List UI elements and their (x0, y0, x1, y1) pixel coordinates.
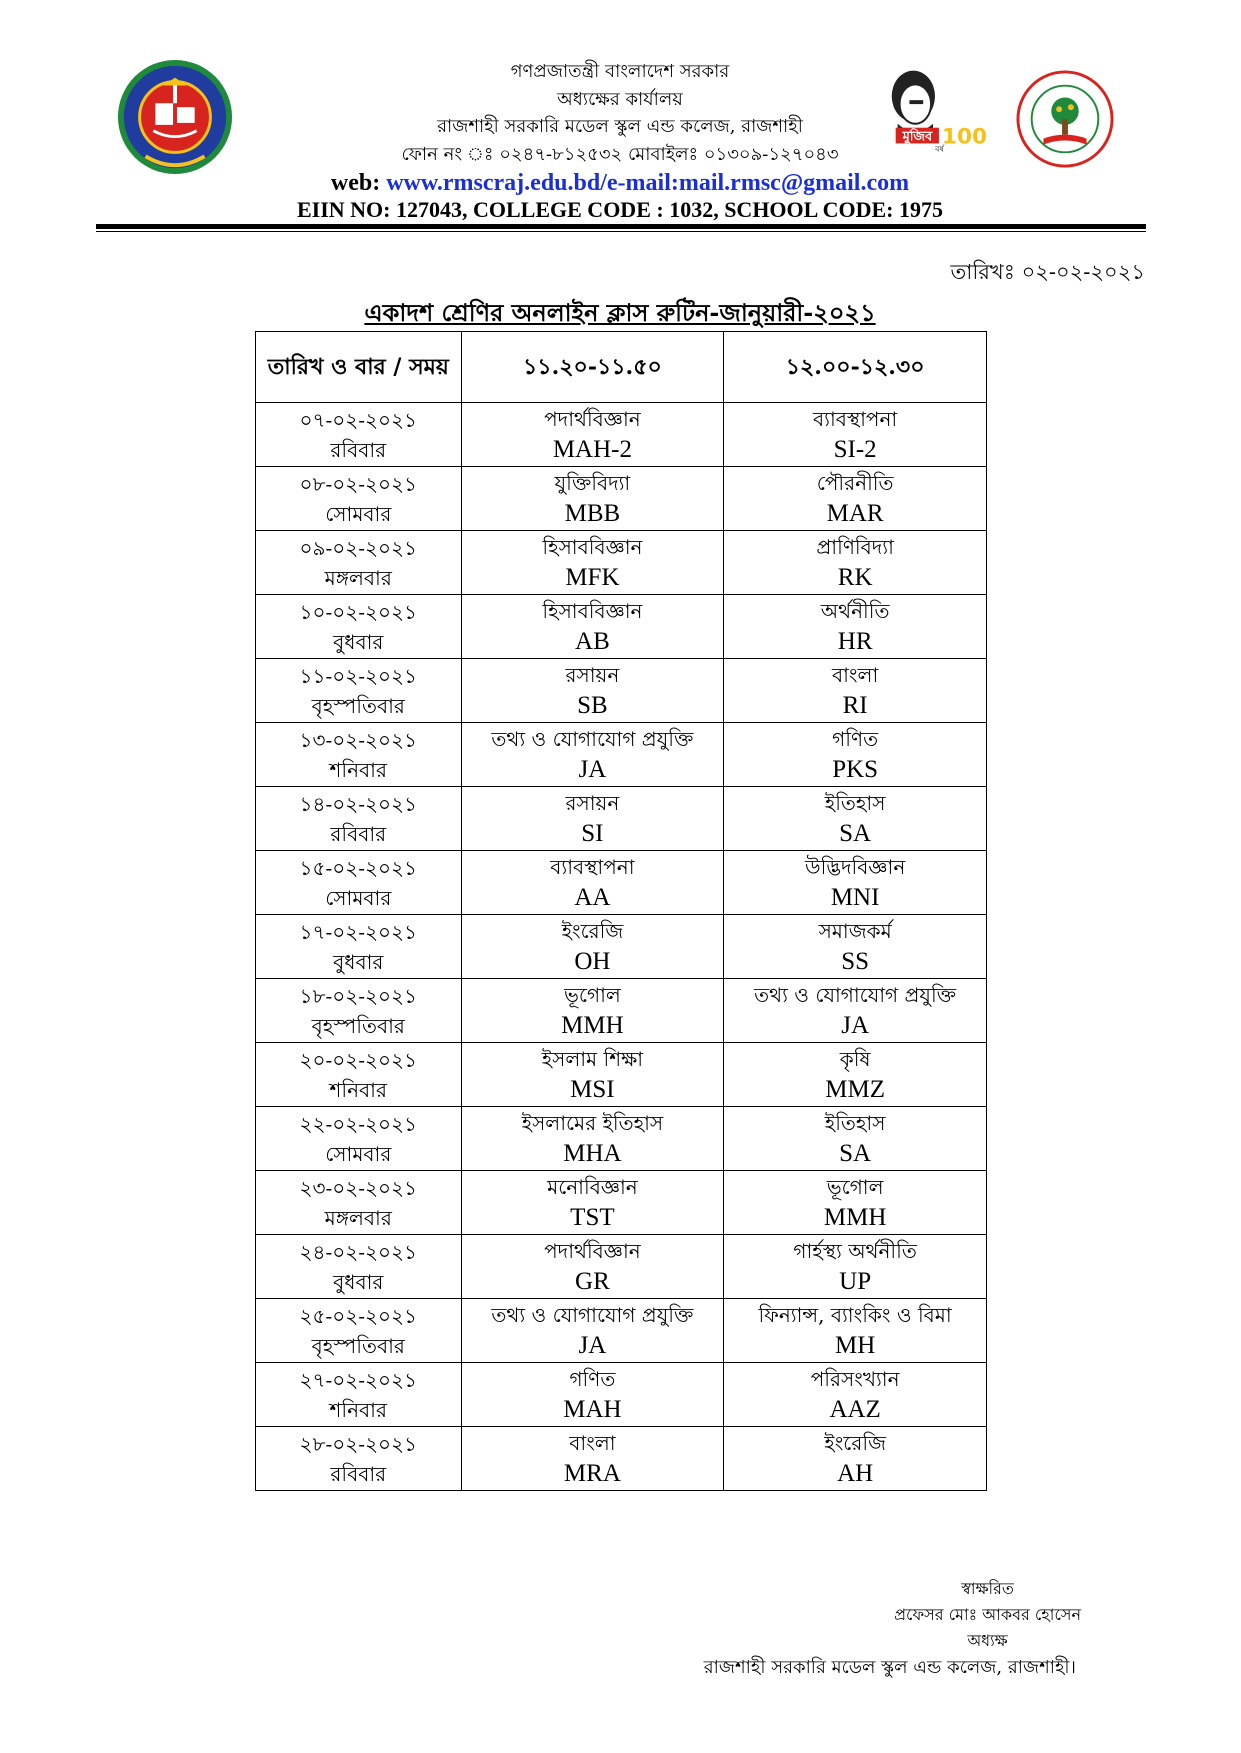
slot-1-subject: রসায়ন (565, 791, 620, 815)
slot-1-teacher: MRA (563, 1460, 621, 1487)
slot-2-cell (724, 787, 987, 851)
table-row (256, 979, 987, 1043)
row-date: ২৫-০২-২০২১ (299, 1304, 418, 1328)
row-date: ২২-০২-২০২১ (299, 1112, 418, 1136)
row-date: ০৯-০২-২০২১ (299, 536, 418, 560)
web-line (250, 168, 990, 198)
row-day: শনিবার (329, 1398, 387, 1422)
slot-2-subject: ভূগোল (826, 1175, 884, 1199)
slot-1-teacher: MFK (565, 564, 620, 591)
slot-2-subject: কৃষি (839, 1047, 871, 1071)
slot-2-teacher: MH (834, 1332, 876, 1359)
row-date: ১৩-০২-২০২১ (299, 728, 418, 752)
row-date: ২০-০২-২০২১ (299, 1048, 418, 1072)
slot-1-cell (461, 531, 724, 595)
slot-2-teacher: SI-2 (833, 436, 877, 463)
slot-1-subject: ইংরেজি (561, 919, 624, 943)
row-day: সোমবার (325, 502, 392, 526)
header-slot-2: ১২.০০-১২.৩০ (724, 332, 987, 403)
row-date: ২৩-০২-২০২১ (299, 1176, 418, 1200)
header-date-time: তারিখ ও বার / সময় (256, 332, 462, 403)
slot-1-teacher: MBB (564, 500, 621, 527)
table-row (256, 915, 987, 979)
date-cell (256, 403, 462, 467)
slot-2-cell (724, 1299, 987, 1363)
slot-2-subject: সমাজকর্ম (818, 919, 892, 943)
row-day: শনিবার (329, 758, 387, 782)
row-day: বুধবার (333, 630, 384, 654)
date-cell (256, 979, 462, 1043)
row-day: মঙ্গলবার (324, 1206, 392, 1230)
web-prefix: web: (330, 170, 387, 196)
date-cell (256, 1043, 462, 1107)
table-header-row (256, 332, 987, 403)
slot-2-teacher: RK (837, 564, 873, 591)
slot-1-cell (461, 595, 724, 659)
date-cell (256, 1299, 462, 1363)
slot-2-teacher: MNI (830, 884, 880, 911)
table-row (256, 531, 987, 595)
signature-institution: রাজশাহী সরকারি মডেল স্কুল এন্ড কলেজ, রাজশাহী। (703, 1657, 1076, 1678)
slot-1-teacher: MAH (563, 1396, 622, 1423)
date-cell (256, 1171, 462, 1235)
header-divider (96, 224, 1146, 229)
table-row (256, 851, 987, 915)
slot-1-teacher: MSI (570, 1076, 615, 1103)
slot-2-subject: ইতিহাস (824, 791, 886, 815)
slot-1-subject: মনোবিজ্ঞান (547, 1175, 638, 1199)
row-date: ১৮-০২-২০২১ (299, 984, 418, 1008)
slot-2-cell (724, 1107, 987, 1171)
slot-2-subject: অর্থনীতি (820, 599, 890, 623)
slot-2-teacher: MMH (823, 1204, 887, 1231)
row-date: ১১-০২-২০২১ (299, 664, 418, 688)
row-day: বৃহস্পতিবার (311, 694, 405, 718)
document-date: তারিখঃ ০২-০২-২০২১ (950, 260, 1145, 284)
signature-block (894, 1576, 1081, 1654)
office-title: অধ্যক্ষের কার্যালয় (557, 89, 683, 110)
slot-1-subject: ব্যাবস্থাপনা (550, 855, 635, 879)
row-day: বৃহস্পতিবার (311, 1014, 405, 1038)
slot-2-teacher: RI (842, 692, 868, 719)
education-emblem-icon (1016, 70, 1114, 168)
date-cell (256, 851, 462, 915)
slot-1-teacher: JA (578, 756, 607, 783)
row-day: সোমবার (325, 1142, 392, 1166)
slot-2-cell (724, 979, 987, 1043)
slot-2-cell (724, 531, 987, 595)
row-date: ১৭-০২-২০২১ (299, 920, 418, 944)
slot-1-cell (461, 851, 724, 915)
routine-table (255, 331, 987, 1491)
slot-2-cell (724, 915, 987, 979)
table-row (256, 1235, 987, 1299)
slot-1-cell (461, 1107, 724, 1171)
header-divider-thin (96, 231, 1146, 232)
slot-1-cell (461, 467, 724, 531)
table-row (256, 1043, 987, 1107)
slot-2-cell (724, 723, 987, 787)
slot-1-subject: তথ্য ও যোগাযোগ প্রযুক্তি (491, 727, 694, 751)
row-date: ২৪-০২-২০২১ (299, 1240, 418, 1264)
row-date: ১০-০২-২০২১ (299, 600, 418, 624)
routine-body (256, 403, 987, 1491)
slot-2-subject: গণিত (832, 727, 879, 751)
slot-1-teacher: JA (578, 1332, 607, 1359)
slot-2-teacher: MMZ (825, 1076, 885, 1103)
logo-mujib-number: 100 (941, 124, 988, 150)
date-cell (256, 1427, 462, 1491)
table-row (256, 1427, 987, 1491)
slot-1-cell (461, 403, 724, 467)
slot-2-cell (724, 403, 987, 467)
date-cell (256, 1107, 462, 1171)
slot-1-subject: গণিত (569, 1367, 616, 1391)
slot-2-subject: গার্হস্থ্য অর্থনীতি (793, 1239, 917, 1263)
slot-2-teacher: SS (841, 948, 870, 975)
slot-2-subject: পৌরনীতি (816, 471, 894, 495)
row-day: বুধবার (333, 1270, 384, 1294)
slot-2-subject: ব্যাবস্থাপনা (813, 407, 898, 431)
college-emblem-icon (116, 58, 234, 176)
slot-2-teacher: MAR (826, 500, 884, 527)
table-row (256, 1171, 987, 1235)
web-link[interactable]: www.rmscraj.edu.bd/e-mail:mail.rmsc@gmail.com (386, 170, 910, 196)
table-row (256, 1299, 987, 1363)
slot-2-cell (724, 595, 987, 659)
slot-2-cell (724, 1235, 987, 1299)
slot-2-cell (724, 1043, 987, 1107)
slot-1-cell (461, 1043, 724, 1107)
header-slot-1: ১১.২০-১১.৫০ (461, 332, 724, 403)
slot-1-cell (461, 1363, 724, 1427)
slot-1-cell (461, 1427, 724, 1491)
slot-1-teacher: MMH (561, 1012, 624, 1039)
slot-1-subject: বাংলা (569, 1431, 616, 1455)
signature-signed: স্বাক্ষরিত (961, 1579, 1014, 1598)
table-row (256, 467, 987, 531)
logo-mujib-sub: বর্ষ (935, 144, 944, 154)
date-cell (256, 595, 462, 659)
row-day: শনিবার (329, 1078, 387, 1102)
slot-1-teacher: AA (574, 884, 611, 911)
slot-1-cell (461, 915, 724, 979)
table-row (256, 1107, 987, 1171)
row-date: ২৭-০২-২০২১ (299, 1368, 418, 1392)
row-date: ০৭-০২-২০২১ (299, 408, 418, 432)
slot-1-teacher: GR (575, 1268, 610, 1295)
slot-1-cell (461, 1235, 724, 1299)
slot-2-subject: উদ্ভিদবিজ্ঞান (805, 855, 906, 879)
date-cell (256, 659, 462, 723)
row-date: ০৮-০২-২০২১ (299, 472, 418, 496)
slot-2-teacher: UP (839, 1268, 872, 1295)
row-day: বুধবার (333, 950, 384, 974)
slot-2-teacher: SA (839, 1140, 872, 1167)
slot-2-teacher: AAZ (829, 1396, 881, 1423)
slot-1-subject: ভূগোল (564, 983, 621, 1007)
slot-1-cell (461, 723, 724, 787)
slot-2-teacher: AH (837, 1460, 874, 1487)
slot-1-subject: ইসলামের ইতিহাস (521, 1111, 664, 1135)
slot-1-subject: যুক্তিবিদ্যা (554, 471, 631, 495)
slot-1-subject: হিসাববিজ্ঞান (542, 535, 643, 559)
slot-2-cell (724, 1427, 987, 1491)
slot-2-cell (724, 659, 987, 723)
slot-1-cell (461, 979, 724, 1043)
slot-1-teacher: TST (570, 1204, 615, 1231)
slot-1-teacher: MAH-2 (552, 436, 632, 463)
row-day: বৃহস্পতিবার (311, 1334, 405, 1358)
slot-2-subject: প্রাণিবিদ্যা (816, 535, 894, 559)
date-cell (256, 787, 462, 851)
eiin-line: EIIN NO: 127043, COLLEGE CODE : 1032, SCHOOL CODE: 1975 (296, 197, 943, 222)
row-date: ১৪-০২-২০২১ (299, 792, 418, 816)
govt-title: গণপ্রজাতন্ত্রী বাংলাদেশ সরকার (510, 61, 730, 82)
slot-1-teacher: SB (577, 692, 608, 719)
slot-2-subject: ইতিহাস (824, 1111, 886, 1135)
slot-1-teacher: OH (574, 948, 611, 975)
slot-1-cell (461, 1299, 724, 1363)
row-day: রবিবার (330, 438, 387, 462)
slot-2-subject: ফিন্যান্স, ব্যাংকিং ও বিমা (758, 1303, 952, 1327)
slot-2-teacher: JA (841, 1012, 870, 1039)
date-cell (256, 915, 462, 979)
slot-1-subject: ইসলাম শিক্ষা (541, 1047, 644, 1071)
table-row (256, 787, 987, 851)
table-row (256, 659, 987, 723)
slot-1-cell (461, 659, 724, 723)
slot-1-teacher: AB (575, 628, 610, 655)
date-cell (256, 723, 462, 787)
signature-name: প্রফেসর মোঃ আকবর হোসেন (894, 1605, 1081, 1624)
date-cell (256, 1363, 462, 1427)
institution-title: রাজশাহী সরকারি মডেল স্কুল এন্ড কলেজ, রাজশাহী (437, 116, 803, 137)
slot-2-cell (724, 467, 987, 531)
slot-1-subject: হিসাববিজ্ঞান (542, 599, 643, 623)
slot-1-subject: রসায়ন (565, 663, 620, 687)
slot-1-cell (461, 787, 724, 851)
slot-2-teacher: PKS (832, 756, 879, 783)
slot-2-subject: তথ্য ও যোগাযোগ প্রযুক্তি (754, 983, 957, 1007)
table-row (256, 403, 987, 467)
slot-1-subject: তথ্য ও যোগাযোগ প্রযুক্তি (491, 1303, 694, 1327)
slot-2-cell (724, 1171, 987, 1235)
table-row (256, 723, 987, 787)
table-row (256, 595, 987, 659)
date-cell (256, 467, 462, 531)
signature-designation: অধ্যক্ষ (967, 1631, 1008, 1650)
slot-2-subject: পরিসংখ্যান (810, 1367, 900, 1391)
row-day: রবিবার (330, 822, 387, 846)
slot-2-teacher: SA (839, 820, 872, 847)
row-date: ২৮-০২-২০২১ (299, 1432, 418, 1456)
routine-title: একাদশ শ্রেণির অনলাইন ক্লাস রুটিন-জানুয়ারী-২০২১ (364, 298, 876, 327)
row-date: ১৫-০২-২০২১ (299, 856, 418, 880)
slot-2-subject: বাংলা (832, 663, 879, 687)
row-day: সোমবার (325, 886, 392, 910)
slot-2-cell (724, 1363, 987, 1427)
slot-2-subject: ইংরেজি (824, 1431, 886, 1455)
slot-1-subject: পদার্থবিজ্ঞান (544, 407, 641, 431)
slot-2-cell (724, 851, 987, 915)
slot-1-teacher: MHA (563, 1140, 622, 1167)
slot-2-teacher: HR (837, 628, 873, 655)
slot-1-subject: পদার্থবিজ্ঞান (544, 1239, 641, 1263)
date-cell (256, 531, 462, 595)
row-day: রবিবার (330, 1462, 387, 1486)
date-cell (256, 1235, 462, 1299)
phone-line: ফোন নং ঃ ০২৪৭-৮১২৫৩২ মোবাইলঃ ০১৩০৯-১২৭০৪৩ (401, 144, 839, 165)
row-day: মঙ্গলবার (324, 566, 392, 590)
slot-1-teacher: SI (581, 820, 604, 847)
slot-1-cell (461, 1171, 724, 1235)
table-row (256, 1363, 987, 1427)
logo-mujib-text: মুজিব (902, 129, 932, 145)
